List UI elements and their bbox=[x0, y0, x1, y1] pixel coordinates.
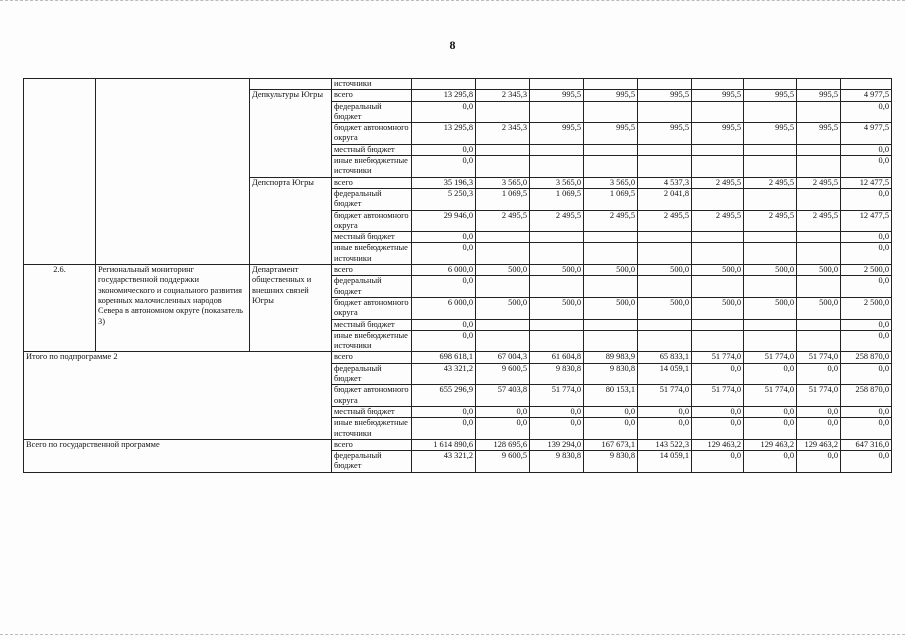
cell-value: 51 774,0 bbox=[692, 352, 744, 363]
cell-value: 0,0 bbox=[841, 406, 892, 417]
cell-value: 1 069,5 bbox=[476, 188, 530, 210]
cell-value: 0,0 bbox=[692, 418, 744, 440]
cell-total: 0,0 bbox=[412, 243, 476, 265]
cell-value: 995,5 bbox=[744, 123, 797, 145]
cell-total: 698 618,1 bbox=[412, 352, 476, 363]
cell-value: 139 294,0 bbox=[530, 439, 584, 450]
cell-total: 0,0 bbox=[412, 232, 476, 243]
cell-source: федеральный бюджет bbox=[332, 363, 412, 385]
cell-value: 9 830,8 bbox=[530, 363, 584, 385]
cell-total: 13 295,8 bbox=[412, 123, 476, 145]
scan-edge-bottom bbox=[0, 634, 905, 638]
cell-value: 0,0 bbox=[841, 319, 892, 330]
cell-value: 995,5 bbox=[638, 90, 692, 101]
cell-value: 12 477,5 bbox=[841, 177, 892, 188]
cell-source: всего bbox=[332, 90, 412, 101]
cell-total: 5 250,3 bbox=[412, 188, 476, 210]
cell-value: 995,5 bbox=[530, 123, 584, 145]
cell-source: бюджет автономного округа bbox=[332, 385, 412, 407]
cell-source: всего bbox=[332, 439, 412, 450]
cell-source: иные внебюджетные источники bbox=[332, 156, 412, 178]
cell-value: 0,0 bbox=[841, 243, 892, 265]
cell-total: 43 321,2 bbox=[412, 363, 476, 385]
cell-value: 143 522,3 bbox=[638, 439, 692, 450]
cell-value: 9 600,5 bbox=[476, 363, 530, 385]
cell-value: 14 059,1 bbox=[638, 363, 692, 385]
cell-value: 500,0 bbox=[797, 297, 841, 319]
cell-value bbox=[476, 79, 530, 90]
cell-value: 0,0 bbox=[692, 451, 744, 473]
cell-value: 51 774,0 bbox=[530, 385, 584, 407]
cell-value: 12 477,5 bbox=[841, 210, 892, 232]
cell-value: 0,0 bbox=[744, 451, 797, 473]
cell-value: 3 565,0 bbox=[476, 177, 530, 188]
cell-value: 80 153,1 bbox=[584, 385, 638, 407]
cell-value: 500,0 bbox=[530, 297, 584, 319]
cell-source: бюджет автономного округа bbox=[332, 123, 412, 145]
cell-source: местный бюджет bbox=[332, 406, 412, 417]
cell-name bbox=[96, 79, 250, 265]
table-row bbox=[24, 265, 892, 276]
subtotal-label: Итого по подпрограмме 2 bbox=[24, 352, 332, 439]
cell-value: 14 059,1 bbox=[638, 451, 692, 473]
table-row bbox=[24, 79, 892, 90]
cell-value: 2 495,5 bbox=[584, 210, 638, 232]
cell-value: 65 833,1 bbox=[638, 352, 692, 363]
cell-value: 500,0 bbox=[744, 297, 797, 319]
cell-value: 2 345,3 bbox=[476, 123, 530, 145]
cell-name: Региональный мониторинг государственной поддержки экономического и социального развития коренных малочисленных народов Севера в автономном округе (показатель 3) bbox=[96, 265, 250, 352]
cell-source: федеральный бюджет bbox=[332, 188, 412, 210]
cell-value: 995,5 bbox=[744, 90, 797, 101]
cell-total: 0,0 bbox=[412, 101, 476, 123]
cell-total: 0,0 bbox=[412, 406, 476, 417]
cell-value: 0,0 bbox=[841, 363, 892, 385]
cell-value: 0,0 bbox=[841, 101, 892, 123]
cell-source: всего bbox=[332, 177, 412, 188]
cell-value: 9 830,8 bbox=[530, 451, 584, 473]
cell-source: бюджет автономного округа bbox=[332, 297, 412, 319]
cell-value: 0,0 bbox=[797, 363, 841, 385]
cell-value: 500,0 bbox=[638, 297, 692, 319]
cell-total: 0,0 bbox=[412, 276, 476, 298]
cell-value: 0,0 bbox=[797, 418, 841, 440]
cell-value: 2 500,0 bbox=[841, 265, 892, 276]
cell-value bbox=[584, 79, 638, 90]
cell-value: 995,5 bbox=[638, 123, 692, 145]
cell-value: 995,5 bbox=[797, 90, 841, 101]
cell-value: 2 495,5 bbox=[476, 210, 530, 232]
cell-value: 258 870,0 bbox=[841, 352, 892, 363]
cell-total: 0,0 bbox=[412, 156, 476, 178]
cell-value: 258 870,0 bbox=[841, 385, 892, 407]
table-row bbox=[24, 439, 892, 450]
cell-value: 2 495,5 bbox=[692, 210, 744, 232]
cell-value: 500,0 bbox=[530, 265, 584, 276]
cell-value: 2 495,5 bbox=[530, 210, 584, 232]
cell-value: 995,5 bbox=[692, 123, 744, 145]
cell-total: 13 295,8 bbox=[412, 90, 476, 101]
cell-value: 2 500,0 bbox=[841, 297, 892, 319]
cell-value: 995,5 bbox=[530, 90, 584, 101]
cell-value: 2 495,5 bbox=[638, 210, 692, 232]
cell-value: 9 830,8 bbox=[584, 363, 638, 385]
cell-exec: Депспорта Югры bbox=[250, 177, 332, 264]
cell-value: 995,5 bbox=[584, 90, 638, 101]
cell-value: 0,0 bbox=[841, 156, 892, 178]
cell-value: 0,0 bbox=[841, 330, 892, 352]
cell-value: 3 565,0 bbox=[584, 177, 638, 188]
cell-value: 51 774,0 bbox=[692, 385, 744, 407]
cell-value: 61 604,8 bbox=[530, 352, 584, 363]
cell-value bbox=[530, 79, 584, 90]
cell-exec: Департамент общественных и внешних связей Югры bbox=[250, 265, 332, 352]
cell-value: 2 041,8 bbox=[638, 188, 692, 210]
cell-source: бюджет автономного округа bbox=[332, 210, 412, 232]
cell-value bbox=[797, 79, 841, 90]
cell-value: 4 537,3 bbox=[638, 177, 692, 188]
scan-edge-top bbox=[0, 0, 905, 4]
cell-value: 995,5 bbox=[797, 123, 841, 145]
cell-value: 0,0 bbox=[638, 418, 692, 440]
cell-no bbox=[24, 79, 96, 265]
cell-source: всего bbox=[332, 265, 412, 276]
cell-value: 2 345,3 bbox=[476, 90, 530, 101]
cell-value: 0,0 bbox=[530, 418, 584, 440]
cell-value: 1 069,5 bbox=[530, 188, 584, 210]
cell-value: 2 495,5 bbox=[797, 177, 841, 188]
cell-value: 51 774,0 bbox=[744, 385, 797, 407]
cell-exec: Депкультуры Югры bbox=[250, 90, 332, 177]
cell-value: 9 830,8 bbox=[584, 451, 638, 473]
cell-value: 0,0 bbox=[841, 144, 892, 155]
cell-value: 2 495,5 bbox=[744, 177, 797, 188]
cell-value: 0,0 bbox=[692, 406, 744, 417]
cell-total: 1 614 890,6 bbox=[412, 439, 476, 450]
cell-value: 9 600,5 bbox=[476, 451, 530, 473]
cell-value: 0,0 bbox=[797, 406, 841, 417]
cell-total: 6 000,0 bbox=[412, 297, 476, 319]
page-number: 8 bbox=[449, 38, 456, 52]
cell-value: 3 565,0 bbox=[530, 177, 584, 188]
cell-value bbox=[638, 79, 692, 90]
cell-value: 128 695,6 bbox=[476, 439, 530, 450]
cell-source: федеральный бюджет bbox=[332, 101, 412, 123]
cell-value: 0,0 bbox=[841, 188, 892, 210]
cell-total: 0,0 bbox=[412, 144, 476, 155]
cell-source: иные внебюджетные источники bbox=[332, 418, 412, 440]
cell-value: 500,0 bbox=[797, 265, 841, 276]
cell-value: 0,0 bbox=[744, 363, 797, 385]
cell-no: 2.6. bbox=[24, 265, 96, 352]
cell-value bbox=[841, 79, 892, 90]
cell-value: 67 004,3 bbox=[476, 352, 530, 363]
budget-table bbox=[23, 78, 892, 473]
cell-value: 51 774,0 bbox=[797, 352, 841, 363]
cell-source: источники bbox=[332, 79, 412, 90]
cell-value: 129 463,2 bbox=[744, 439, 797, 450]
cell-value: 2 495,5 bbox=[692, 177, 744, 188]
cell-value: 0,0 bbox=[841, 451, 892, 473]
cell-value: 0,0 bbox=[841, 276, 892, 298]
cell-value: 0,0 bbox=[744, 418, 797, 440]
cell-total: 6 000,0 bbox=[412, 265, 476, 276]
cell-value: 51 774,0 bbox=[797, 385, 841, 407]
cell-total: 655 296,9 bbox=[412, 385, 476, 407]
cell-value: 500,0 bbox=[692, 297, 744, 319]
cell-value: 500,0 bbox=[692, 265, 744, 276]
grand-total-label: Всего по государственной программе bbox=[24, 439, 332, 472]
cell-source: федеральный бюджет bbox=[332, 451, 412, 473]
cell-source: иные внебюджетные источники bbox=[332, 243, 412, 265]
cell-source: местный бюджет bbox=[332, 319, 412, 330]
cell-total: 0,0 bbox=[412, 330, 476, 352]
cell-total: 43 321,2 bbox=[412, 451, 476, 473]
cell-value bbox=[692, 79, 744, 90]
cell-total: 0,0 bbox=[412, 418, 476, 440]
cell-value: 167 673,1 bbox=[584, 439, 638, 450]
cell-value: 0,0 bbox=[530, 406, 584, 417]
cell-value: 0,0 bbox=[692, 363, 744, 385]
cell-value: 1 069,5 bbox=[584, 188, 638, 210]
cell-value: 4 977,5 bbox=[841, 90, 892, 101]
cell-source: федеральный бюджет bbox=[332, 276, 412, 298]
cell-source: местный бюджет bbox=[332, 144, 412, 155]
cell-source: местный бюджет bbox=[332, 232, 412, 243]
cell-value: 0,0 bbox=[638, 406, 692, 417]
cell-exec bbox=[250, 79, 332, 90]
cell-value: 57 403,8 bbox=[476, 385, 530, 407]
cell-value: 995,5 bbox=[584, 123, 638, 145]
cell-value: 51 774,0 bbox=[744, 352, 797, 363]
cell-value: 2 495,5 bbox=[797, 210, 841, 232]
cell-value: 4 977,5 bbox=[841, 123, 892, 145]
cell-total: 0,0 bbox=[412, 319, 476, 330]
cell-value: 0,0 bbox=[841, 232, 892, 243]
cell-value: 0,0 bbox=[476, 418, 530, 440]
cell-value: 129 463,2 bbox=[692, 439, 744, 450]
cell-value: 500,0 bbox=[476, 297, 530, 319]
cell-total: 35 196,3 bbox=[412, 177, 476, 188]
table-row bbox=[24, 352, 892, 363]
cell-value: 0,0 bbox=[744, 406, 797, 417]
cell-value: 0,0 bbox=[476, 406, 530, 417]
cell-source: иные внебюджетные источники bbox=[332, 330, 412, 352]
cell-value: 500,0 bbox=[584, 265, 638, 276]
cell-value: 0,0 bbox=[584, 418, 638, 440]
cell-value: 129 463,2 bbox=[797, 439, 841, 450]
cell-value: 500,0 bbox=[476, 265, 530, 276]
cell-value: 0,0 bbox=[584, 406, 638, 417]
cell-value: 500,0 bbox=[584, 297, 638, 319]
cell-value: 89 983,9 bbox=[584, 352, 638, 363]
cell-total bbox=[412, 79, 476, 90]
cell-value: 500,0 bbox=[638, 265, 692, 276]
cell-value: 2 495,5 bbox=[744, 210, 797, 232]
cell-total: 29 946,0 bbox=[412, 210, 476, 232]
cell-value: 51 774,0 bbox=[638, 385, 692, 407]
cell-value: 0,0 bbox=[841, 418, 892, 440]
cell-source: всего bbox=[332, 352, 412, 363]
cell-value: 647 316,0 bbox=[841, 439, 892, 450]
cell-value: 500,0 bbox=[744, 265, 797, 276]
cell-value: 995,5 bbox=[692, 90, 744, 101]
cell-value bbox=[744, 79, 797, 90]
cell-value: 0,0 bbox=[797, 451, 841, 473]
